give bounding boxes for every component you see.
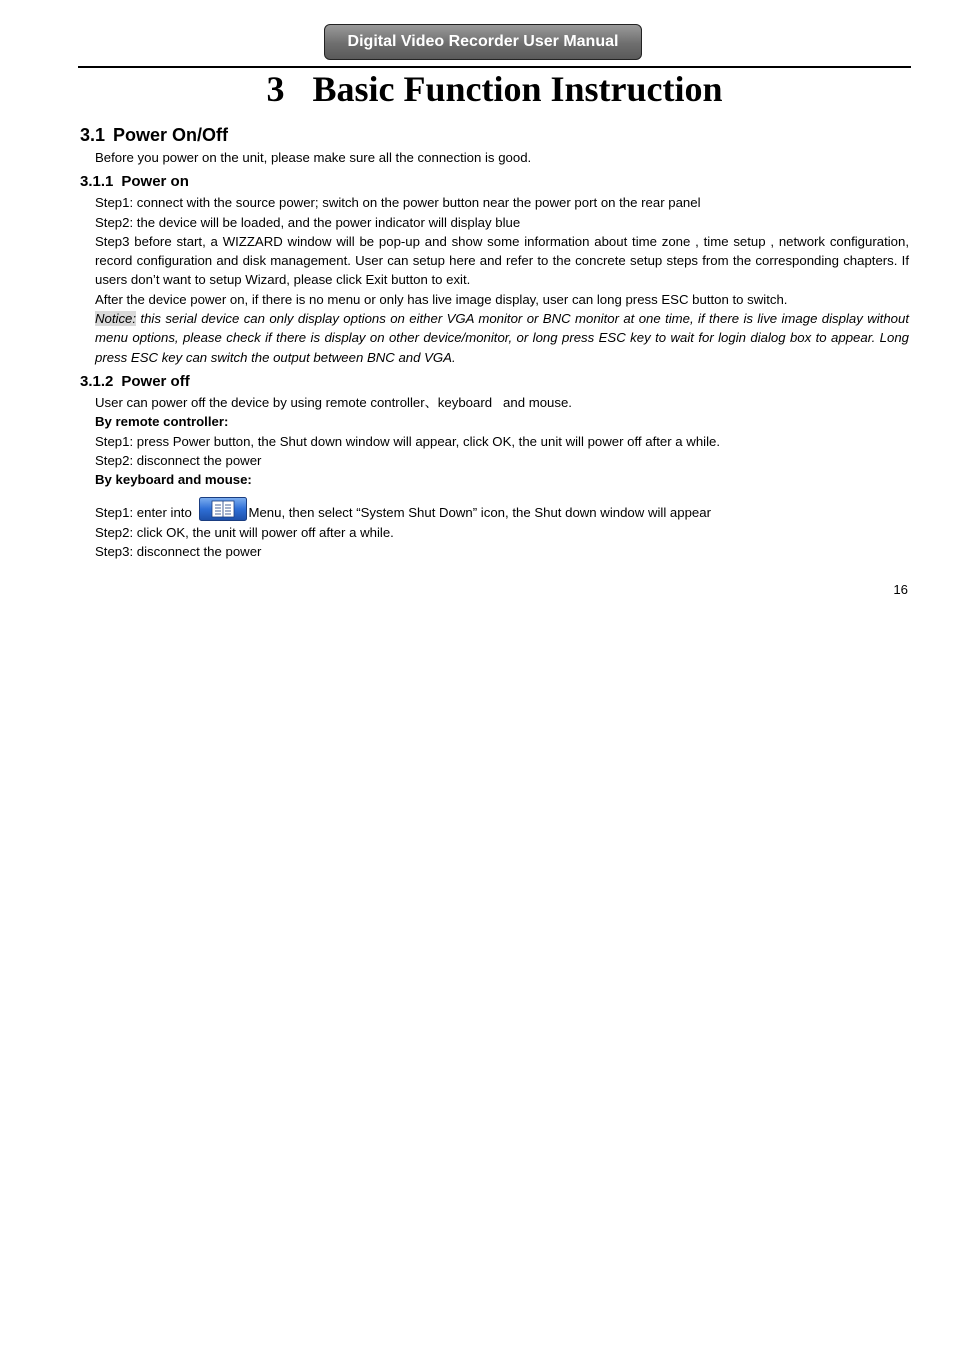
section-heading-power-off	[80, 370, 909, 393]
section-number: 3.1.1	[80, 173, 114, 191]
remote-step1: Step1: press Power button, the Shut down window will appear, click OK, the unit will power off after a while.	[95, 433, 721, 449]
keyboard-step1-before: Step1: enter into	[95, 505, 196, 521]
keyboard-step2: Step2: click OK, the unit will power off after a while.	[95, 524, 394, 540]
keyboard-step1	[95, 497, 909, 522]
section-heading-power-onoff	[80, 122, 909, 148]
power-on-step1: Step1: connect with the source power; switch on the power button near the power port on the rear panel	[95, 195, 701, 211]
section-title: Power On/Off	[113, 125, 229, 145]
chapter-number: 3	[266, 69, 285, 109]
chapter-title-text: Basic Function Instruction	[312, 69, 723, 109]
section-number: 3.1	[80, 125, 106, 145]
keyboard-step3: Step3: disconnect the power	[95, 544, 262, 560]
section-number: 3.1.2	[80, 372, 114, 390]
remote-step2: Step2: disconnect the power	[95, 452, 262, 468]
power-on-after: After the device power on, if there is no menu or only has live image display, user can long press ESC button to switch.	[95, 291, 788, 307]
page-content	[80, 122, 909, 561]
section-title: Power off	[121, 372, 190, 390]
power-on-step2: Step2: the device will be loaded, and the power indicator will display blue	[95, 214, 521, 230]
keyboard-step1-after: Menu, then select “System Shut Down” icon, the Shut down window will appear	[248, 505, 711, 521]
page-number: 16	[893, 582, 908, 597]
chapter-title	[78, 66, 911, 112]
power-on-notice	[95, 309, 909, 367]
notice-text: this serial device can only display options on either VGA monitor or BNC monitor at one time, if there is live image display without menu options, please check if there is display on other device/monitor, or long press ESC key to wait for login dialog box to appear. Long press ESC key can switch the output between BNC and VGA.	[95, 311, 909, 365]
power-onoff-intro: Before you power on the unit, please make sure all the connection is good.	[95, 150, 532, 165]
menu-book-icon	[199, 497, 247, 521]
manual-title-badge: Digital Video Recorder User Manual	[324, 24, 642, 60]
power-on-step3: Step3 before start, a WIZZARD window will be pop-up and show some information about time zone , time setup , network configuration, record configuration and disk management. User can setup here and refer to the concrete setup steps from the corresponding chapters. If users don’t want to setup Wizard, please click Exit button to exit.	[95, 233, 909, 288]
keyboard-mouse-heading: By keyboard and mouse:	[95, 472, 252, 488]
power-off-intro: User can power off the device by using remote controller、keyboard and mouse.	[95, 394, 572, 410]
notice-label: Notice:	[95, 311, 137, 327]
remote-controller-heading: By remote controller:	[95, 414, 229, 430]
section-heading-power-on	[80, 170, 909, 193]
section-title: Power on	[121, 173, 189, 191]
